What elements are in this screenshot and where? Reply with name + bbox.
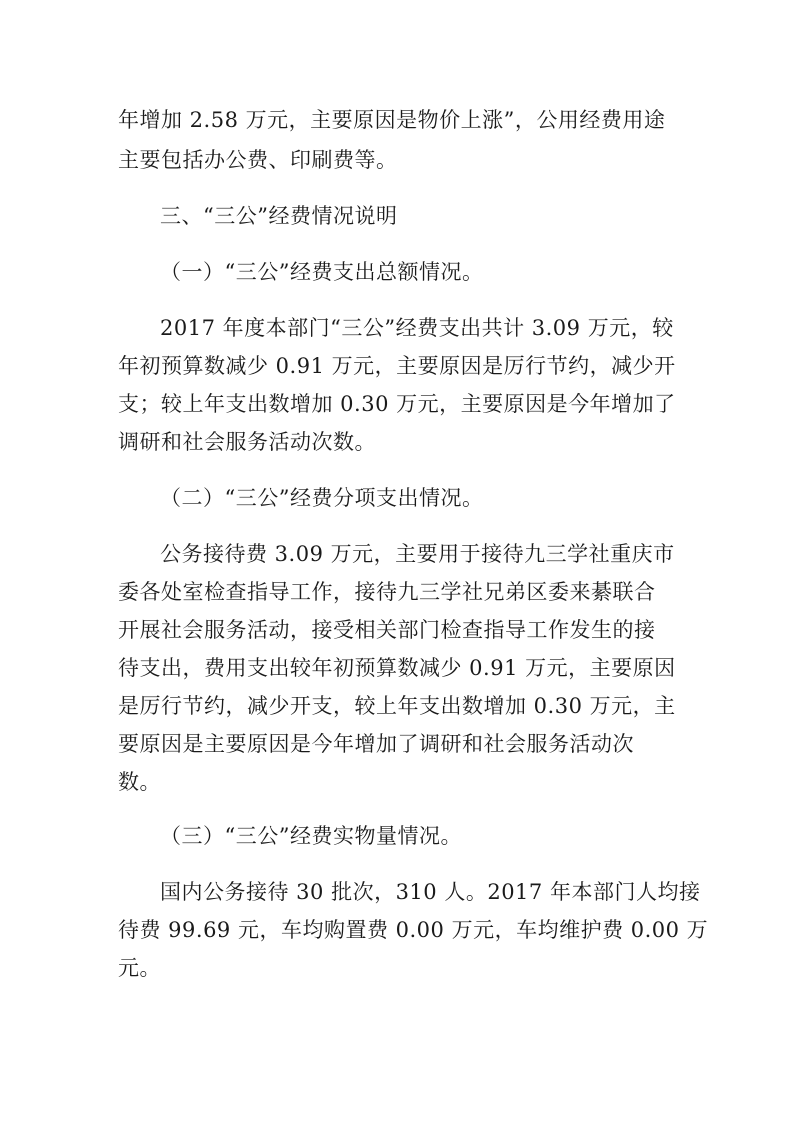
paragraph-line: 要原因是主要原因是今年增加了调研和社会服务活动次 xyxy=(118,732,634,756)
paragraph-line: 调研和社会服务活动次数。 xyxy=(118,430,376,454)
paragraph-line: 数。 xyxy=(118,770,161,794)
paragraph-line: 公务接待费 3.09 万元，主要用于接待九三学社重庆市 xyxy=(160,542,675,566)
subsection-heading: （一）“三公”经费支出总额情况。 xyxy=(160,260,484,284)
paragraph-line: 支；较上年支出数增加 0.30 万元，主要原因是今年增加了 xyxy=(118,392,676,416)
subsection-heading: （三）“三公”经费实物量情况。 xyxy=(160,824,462,848)
paragraph-line: 年初预算数减少 0.91 万元，主要原因是厉行节约，减少开 xyxy=(118,354,676,378)
paragraph-line: 2017 年度本部门“三公”经费支出共计 3.09 万元，较 xyxy=(160,316,674,340)
paragraph-line: 年增加 2.58 万元，主要原因是物价上涨”，公用经费用途 xyxy=(118,108,666,132)
paragraph-line: 委各处室检查指导工作，接待九三学社兄弟区委来綦联合 xyxy=(118,580,656,604)
paragraph-line: 国内公务接待 30 批次，310 人。2017 年本部门人均接 xyxy=(160,880,701,904)
section-heading: 三、“三公”经费情况说明 xyxy=(160,204,398,228)
paragraph-line: 待支出，费用支出较年初预算数减少 0.91 万元，主要原因 xyxy=(118,656,676,680)
paragraph-line: 待费 99.69 元，车均购置费 0.00 万元，车均维护费 0.00 万 xyxy=(118,918,709,942)
paragraph-line: 是厉行节约，减少开支，较上年支出数增加 0.30 万元，主 xyxy=(118,694,676,718)
subsection-heading: （二）“三公”经费分项支出情况。 xyxy=(160,486,484,510)
paragraph-line: 开展社会服务活动，接受相关部门检查指导工作发生的接 xyxy=(118,618,656,642)
paragraph-line: 主要包括办公费、印刷费等。 xyxy=(118,148,398,172)
paragraph-line: 元。 xyxy=(118,956,161,980)
